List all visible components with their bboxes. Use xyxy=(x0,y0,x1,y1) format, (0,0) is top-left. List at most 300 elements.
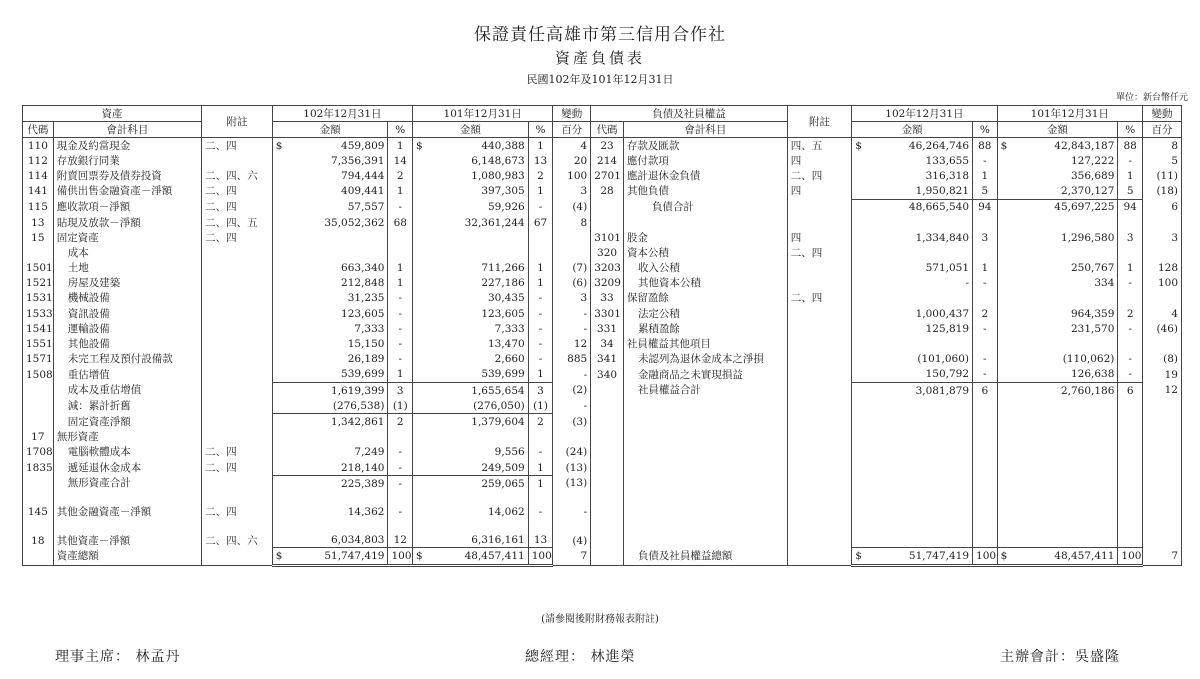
row-liab-note xyxy=(787,519,851,548)
cell-value: 1 xyxy=(396,185,404,198)
cell-value: 9,556 xyxy=(494,446,525,459)
row-asset-code xyxy=(23,321,54,336)
row-liab-pct-101 xyxy=(1118,414,1143,430)
cell-value: 145 xyxy=(27,506,48,519)
cell-value: 1,950,821 xyxy=(915,185,970,198)
row-asset-amount-102 xyxy=(272,261,388,276)
cell-value: 539,699 xyxy=(341,368,385,381)
row-liab-item xyxy=(623,414,787,430)
row-asset-item xyxy=(53,199,201,215)
row-asset-amount-102 xyxy=(272,519,388,548)
row-asset-item xyxy=(53,138,201,154)
cell-value: 1501 xyxy=(26,262,53,275)
row-liab-pct-101 xyxy=(1118,153,1143,168)
row-asset-amount-101 xyxy=(413,261,529,276)
row-asset-note xyxy=(202,276,273,291)
cell-value: 100 xyxy=(976,549,997,562)
cell-value: 2 xyxy=(396,169,404,182)
row-asset-pct-101 xyxy=(528,491,553,519)
cell-value: 28 xyxy=(600,185,614,198)
row-asset-item xyxy=(53,367,201,383)
row-liab-change xyxy=(1142,153,1181,168)
cell-value: 3209 xyxy=(594,277,621,290)
row-asset-item xyxy=(53,245,201,260)
cell-value: - xyxy=(398,477,403,490)
row-liab-code xyxy=(591,138,624,154)
row-liab-amount-101 xyxy=(997,414,1118,430)
row-liab-code xyxy=(591,230,624,245)
row-asset-change xyxy=(553,548,591,565)
row-liab-change xyxy=(1142,306,1181,321)
row-liab-code xyxy=(591,383,624,399)
cell-value: 4 xyxy=(580,139,588,152)
row-liab-note xyxy=(787,230,851,245)
row-asset-code xyxy=(23,199,54,215)
liab-change-header: 變動 xyxy=(1142,106,1181,122)
cell-value: 539,699 xyxy=(481,368,525,381)
table-row xyxy=(23,306,1182,321)
cell-value: 110 xyxy=(27,139,48,152)
row-liab-amount-102 xyxy=(852,153,973,168)
row-liab-pct-102 xyxy=(973,414,998,430)
row-liab-code xyxy=(591,336,624,351)
row-asset-item xyxy=(53,519,201,548)
row-liab-note xyxy=(787,306,851,321)
cell-value: 5 xyxy=(981,185,989,198)
row-liab-pct-101 xyxy=(1118,306,1143,321)
cell-value: 應收款項－淨額 xyxy=(56,201,131,214)
row-asset-code xyxy=(23,230,54,245)
cell-value: 356,689 xyxy=(1070,169,1115,182)
row-liab-item xyxy=(623,519,787,548)
cell-value: - xyxy=(583,307,588,320)
row-asset-code xyxy=(23,168,54,183)
cell-value: (4) xyxy=(572,534,588,547)
row-liab-note xyxy=(787,199,851,215)
row-liab-code xyxy=(591,153,624,168)
liab-header: 負債及社員權益 xyxy=(591,106,788,122)
row-asset-change xyxy=(553,321,591,336)
row-liab-pct-101 xyxy=(1118,245,1143,260)
currency-symbol: $ xyxy=(1000,549,1008,562)
cell-value: 100 xyxy=(531,549,552,562)
assets-header: 資產 xyxy=(23,106,202,122)
cell-value: 重估增值 xyxy=(67,368,110,381)
row-liab-amount-102 xyxy=(852,306,973,321)
row-liab-code xyxy=(591,367,624,383)
row-liab-item xyxy=(623,367,787,383)
assets-amt102-header: 金額 xyxy=(272,122,388,138)
row-liab-pct-101 xyxy=(1118,184,1143,200)
row-asset-amount-102 xyxy=(272,168,388,183)
cell-value: (8) xyxy=(1163,353,1178,366)
row-asset-amount-101 xyxy=(413,321,529,336)
row-liab-amount-102 xyxy=(852,215,973,230)
row-liab-pct-102 xyxy=(973,261,998,276)
row-asset-change xyxy=(553,445,591,460)
cell-value: - xyxy=(983,322,987,335)
row-asset-note xyxy=(202,168,273,183)
row-asset-amount-102 xyxy=(272,215,388,230)
cell-value: 3301 xyxy=(594,307,621,320)
cell-value: 26,189 xyxy=(347,353,385,366)
row-liab-item xyxy=(623,276,787,291)
cell-value: 2 xyxy=(537,169,544,182)
table-row xyxy=(23,352,1182,367)
row-asset-pct-101 xyxy=(528,321,553,336)
row-liab-pct-102 xyxy=(973,445,998,460)
cell-value: 二、四、六 xyxy=(205,169,258,182)
liab-y102-header: 102年12月31日 xyxy=(852,106,997,122)
row-asset-amount-101 xyxy=(413,184,529,200)
cell-value: 1551 xyxy=(26,338,53,351)
cell-value: - xyxy=(398,307,403,320)
row-liab-pct-101 xyxy=(1118,261,1143,276)
row-asset-note xyxy=(202,230,273,245)
row-liab-item xyxy=(623,199,787,215)
cell-value: 1 xyxy=(537,461,544,474)
row-asset-amount-102 xyxy=(272,153,388,168)
manager-signature: 總經理： 林進榮 xyxy=(525,649,636,665)
row-liab-amount-102 xyxy=(852,430,973,445)
row-asset-code xyxy=(23,215,54,230)
row-liab-item xyxy=(623,398,787,414)
row-liab-pct-102 xyxy=(973,352,998,367)
row-liab-amount-102 xyxy=(852,199,973,215)
row-asset-item xyxy=(53,321,201,336)
cell-value: 1 xyxy=(396,262,404,275)
row-asset-code xyxy=(23,153,54,168)
table-row xyxy=(23,153,1182,168)
row-asset-pct-102 xyxy=(388,215,413,230)
cell-value: - xyxy=(1128,322,1132,335)
row-liab-pct-102 xyxy=(973,291,998,306)
row-liab-item xyxy=(623,184,787,200)
table-row xyxy=(23,445,1182,460)
cell-value: 42,843,187 xyxy=(1054,139,1115,152)
row-liab-item xyxy=(623,336,787,351)
row-asset-item xyxy=(53,445,201,460)
row-liab-change xyxy=(1142,491,1181,519)
row-liab-amount-101 xyxy=(997,352,1118,367)
cell-value: 存款及匯款 xyxy=(626,139,680,152)
row-asset-change xyxy=(553,138,591,154)
row-asset-change xyxy=(553,519,591,548)
cell-value: 存放銀行同業 xyxy=(56,154,120,167)
row-asset-change xyxy=(553,291,591,306)
row-asset-pct-101 xyxy=(528,153,553,168)
cell-value: 無形資產 xyxy=(56,431,99,444)
assets-y101-header: 101年12月31日 xyxy=(413,106,553,122)
cell-value: - xyxy=(538,201,543,214)
cell-value: 133,655 xyxy=(925,154,970,167)
row-liab-pct-102 xyxy=(973,430,998,445)
cell-value: 409,441 xyxy=(341,185,385,198)
currency-symbol: $ xyxy=(275,549,283,562)
row-asset-code xyxy=(23,414,54,430)
row-asset-amount-102 xyxy=(272,491,388,519)
row-asset-pct-102 xyxy=(388,414,413,430)
row-asset-change xyxy=(553,168,591,183)
cell-value: (4) xyxy=(572,201,588,214)
row-liab-amount-102 xyxy=(852,445,973,460)
row-liab-note xyxy=(787,215,851,230)
row-liab-code xyxy=(591,445,624,460)
cell-value: 7 xyxy=(1171,550,1178,563)
cell-value: 未認列為退休金成本之淨損 xyxy=(637,353,764,366)
row-liab-note xyxy=(787,276,851,291)
row-liab-change xyxy=(1142,336,1181,351)
row-liab-amount-102 xyxy=(852,184,973,200)
cell-value: 440,388 xyxy=(481,139,525,152)
cell-value: 法定公積 xyxy=(637,307,680,320)
row-asset-note xyxy=(202,138,273,154)
row-asset-amount-102 xyxy=(272,230,388,245)
row-liab-amount-101 xyxy=(997,445,1118,460)
cell-value: 電腦軟體成本 xyxy=(67,446,131,459)
row-asset-item xyxy=(53,430,201,445)
row-liab-code xyxy=(591,306,624,321)
row-liab-note xyxy=(787,414,851,430)
row-asset-amount-101 xyxy=(413,476,529,492)
row-liab-change xyxy=(1142,230,1181,245)
cell-value: 885 xyxy=(567,353,588,366)
row-asset-change xyxy=(553,491,591,519)
row-asset-amount-101 xyxy=(413,168,529,183)
cell-value: (2) xyxy=(572,384,588,397)
cell-value: 17 xyxy=(31,431,45,444)
row-asset-note xyxy=(202,215,273,230)
cell-value: - xyxy=(983,154,987,167)
row-asset-amount-101 xyxy=(413,230,529,245)
cell-value: 1,000,437 xyxy=(915,307,970,320)
row-asset-item xyxy=(53,261,201,276)
table-row xyxy=(23,261,1182,276)
cell-value: 2 xyxy=(396,415,404,428)
row-asset-pct-102 xyxy=(388,199,413,215)
row-liab-code xyxy=(591,352,624,367)
currency-symbol: $ xyxy=(275,139,283,152)
row-liab-pct-101 xyxy=(1118,460,1143,476)
cell-value: (6) xyxy=(572,277,588,290)
cell-value: 123,605 xyxy=(341,307,385,320)
row-liab-amount-102 xyxy=(852,168,973,183)
row-liab-pct-101 xyxy=(1118,476,1143,492)
cell-value: 227,186 xyxy=(481,277,525,290)
cell-value: 1 xyxy=(396,277,404,290)
row-asset-amount-101 xyxy=(413,336,529,351)
row-liab-pct-102 xyxy=(973,276,998,291)
liab-amt102-header: 金額 xyxy=(852,122,973,138)
row-asset-pct-101 xyxy=(528,476,553,492)
row-liab-item xyxy=(623,445,787,460)
cell-value: 收入公積 xyxy=(637,262,680,275)
cell-value: 12 xyxy=(1164,384,1178,397)
cell-value: 1,080,983 xyxy=(471,169,525,182)
cell-value: 51,747,419 xyxy=(908,549,970,562)
row-asset-note xyxy=(202,245,273,260)
row-liab-amount-101 xyxy=(997,276,1118,291)
cell-value: 7,333 xyxy=(494,322,525,335)
row-liab-pct-101 xyxy=(1118,383,1143,399)
cell-value: 48,457,411 xyxy=(1054,549,1115,562)
report-period: 民國102年及101年12月31日 xyxy=(526,73,674,86)
row-liab-item xyxy=(623,230,787,245)
row-liab-amount-101 xyxy=(997,491,1118,519)
row-asset-amount-101 xyxy=(413,460,529,476)
row-asset-note xyxy=(202,548,273,565)
row-liab-note xyxy=(787,491,851,519)
cell-value: 未完工程及預付設備款 xyxy=(67,353,173,366)
row-asset-item xyxy=(53,184,201,200)
cell-value: (1) xyxy=(392,399,408,412)
row-liab-amount-101 xyxy=(997,398,1118,414)
row-liab-note xyxy=(787,245,851,260)
row-asset-pct-102 xyxy=(388,306,413,321)
cell-value: 其他負債 xyxy=(626,185,669,198)
cell-value: - xyxy=(583,322,588,335)
cell-value: 二、四、五 xyxy=(205,216,258,229)
cell-value: (46) xyxy=(1156,322,1178,335)
row-liab-pct-102 xyxy=(973,321,998,336)
row-asset-code xyxy=(23,430,54,445)
cell-value: 1 xyxy=(537,477,544,490)
row-asset-code xyxy=(23,476,54,492)
cell-value: 其他資本公積 xyxy=(637,277,701,290)
assets-item-header: 會計科目 xyxy=(53,122,201,138)
cell-value: 6,148,673 xyxy=(471,154,525,167)
row-liab-amount-102 xyxy=(852,491,973,519)
cell-value: 126,638 xyxy=(1070,368,1115,381)
cell-value: 備供出售金融資產－淨額 xyxy=(56,185,173,198)
row-asset-note xyxy=(202,430,273,445)
row-asset-note xyxy=(202,184,273,200)
row-liab-change xyxy=(1142,367,1181,383)
row-liab-code xyxy=(591,414,624,430)
cell-value: - xyxy=(398,353,403,366)
row-asset-code xyxy=(23,306,54,321)
cell-value: 1 xyxy=(396,139,404,152)
row-asset-pct-101 xyxy=(528,460,553,476)
row-liab-item xyxy=(623,383,787,399)
row-asset-amount-101 xyxy=(413,430,529,445)
row-asset-item xyxy=(53,276,201,291)
row-liab-change xyxy=(1142,199,1181,215)
row-asset-item xyxy=(53,476,201,492)
row-liab-amount-101 xyxy=(997,383,1118,399)
row-liab-code xyxy=(591,519,624,548)
row-asset-code xyxy=(23,519,54,548)
row-liab-note xyxy=(787,184,851,200)
row-asset-pct-102 xyxy=(388,184,413,200)
row-asset-pct-101 xyxy=(528,519,553,548)
row-liab-code xyxy=(591,261,624,276)
table-row xyxy=(23,245,1182,260)
row-asset-pct-101 xyxy=(528,306,553,321)
row-asset-note xyxy=(202,519,273,548)
cell-value: 8 xyxy=(1171,139,1178,152)
cell-value: 1 xyxy=(981,262,989,275)
cell-value: 34 xyxy=(600,338,614,351)
row-liab-amount-102 xyxy=(852,383,973,399)
row-asset-amount-102 xyxy=(272,336,388,351)
cell-value: 150,792 xyxy=(925,368,970,381)
row-liab-code xyxy=(591,199,624,215)
cell-value: 3,081,879 xyxy=(915,384,970,397)
row-liab-code xyxy=(591,215,624,230)
row-liab-change xyxy=(1142,519,1181,548)
row-liab-pct-102 xyxy=(973,153,998,168)
row-liab-change xyxy=(1142,184,1181,200)
cell-value: 6,034,803 xyxy=(331,534,385,547)
cell-value: 1541 xyxy=(26,322,53,335)
cell-value: - xyxy=(538,307,543,320)
cell-value: 94 xyxy=(1123,201,1137,214)
row-asset-code xyxy=(23,352,54,367)
table-row xyxy=(23,476,1182,492)
row-asset-amount-102 xyxy=(272,476,388,492)
cell-value: 123,605 xyxy=(481,307,525,320)
cell-value: 250,767 xyxy=(1070,262,1115,275)
row-asset-pct-102 xyxy=(388,476,413,492)
assets-code-header: 代碼 xyxy=(23,122,54,138)
cell-value: 2 xyxy=(537,415,544,428)
cell-value: (18) xyxy=(1156,185,1178,198)
row-liab-change xyxy=(1142,321,1181,336)
row-asset-pct-101 xyxy=(528,445,553,460)
cell-value: 1,619,399 xyxy=(331,384,385,397)
cell-value: 二、四 xyxy=(205,185,237,198)
row-asset-code xyxy=(23,276,54,291)
row-liab-note xyxy=(787,291,851,306)
liab-pct102-header: % xyxy=(973,122,998,138)
cell-value: 48,665,540 xyxy=(908,201,970,214)
row-asset-amount-101 xyxy=(413,548,529,565)
row-asset-amount-101 xyxy=(413,352,529,367)
row-asset-pct-101 xyxy=(528,261,553,276)
cell-value: - xyxy=(983,353,987,366)
row-asset-amount-102 xyxy=(272,414,388,430)
row-liab-amount-101 xyxy=(997,199,1118,215)
cell-value: 6,316,161 xyxy=(471,534,525,547)
cell-value: 663,340 xyxy=(341,262,385,275)
cell-value: 249,509 xyxy=(481,461,525,474)
row-liab-item xyxy=(623,476,787,492)
liab-code-header: 代碼 xyxy=(591,122,624,138)
cell-value: 二、四 xyxy=(205,461,237,474)
row-liab-code xyxy=(591,276,624,291)
cell-value: (110,062) xyxy=(1062,353,1115,366)
cell-value: - xyxy=(398,446,403,459)
row-liab-pct-102 xyxy=(973,548,998,565)
assets-change-header: 變動 xyxy=(553,106,591,122)
row-liab-item xyxy=(623,352,787,367)
row-liab-pct-101 xyxy=(1118,445,1143,460)
row-asset-amount-102 xyxy=(272,291,388,306)
row-asset-item xyxy=(53,336,201,351)
row-liab-pct-102 xyxy=(973,184,998,200)
cell-value: 20 xyxy=(573,154,588,167)
cell-value: 320 xyxy=(597,246,618,259)
row-liab-change xyxy=(1142,261,1181,276)
row-asset-pct-102 xyxy=(388,460,413,476)
cell-value: 4 xyxy=(1171,307,1178,320)
row-liab-amount-101 xyxy=(997,306,1118,321)
cell-value: 51,747,419 xyxy=(324,549,385,562)
cell-value: 2,660 xyxy=(494,353,525,366)
cell-value: 59,926 xyxy=(487,201,525,214)
row-asset-code xyxy=(23,445,54,460)
